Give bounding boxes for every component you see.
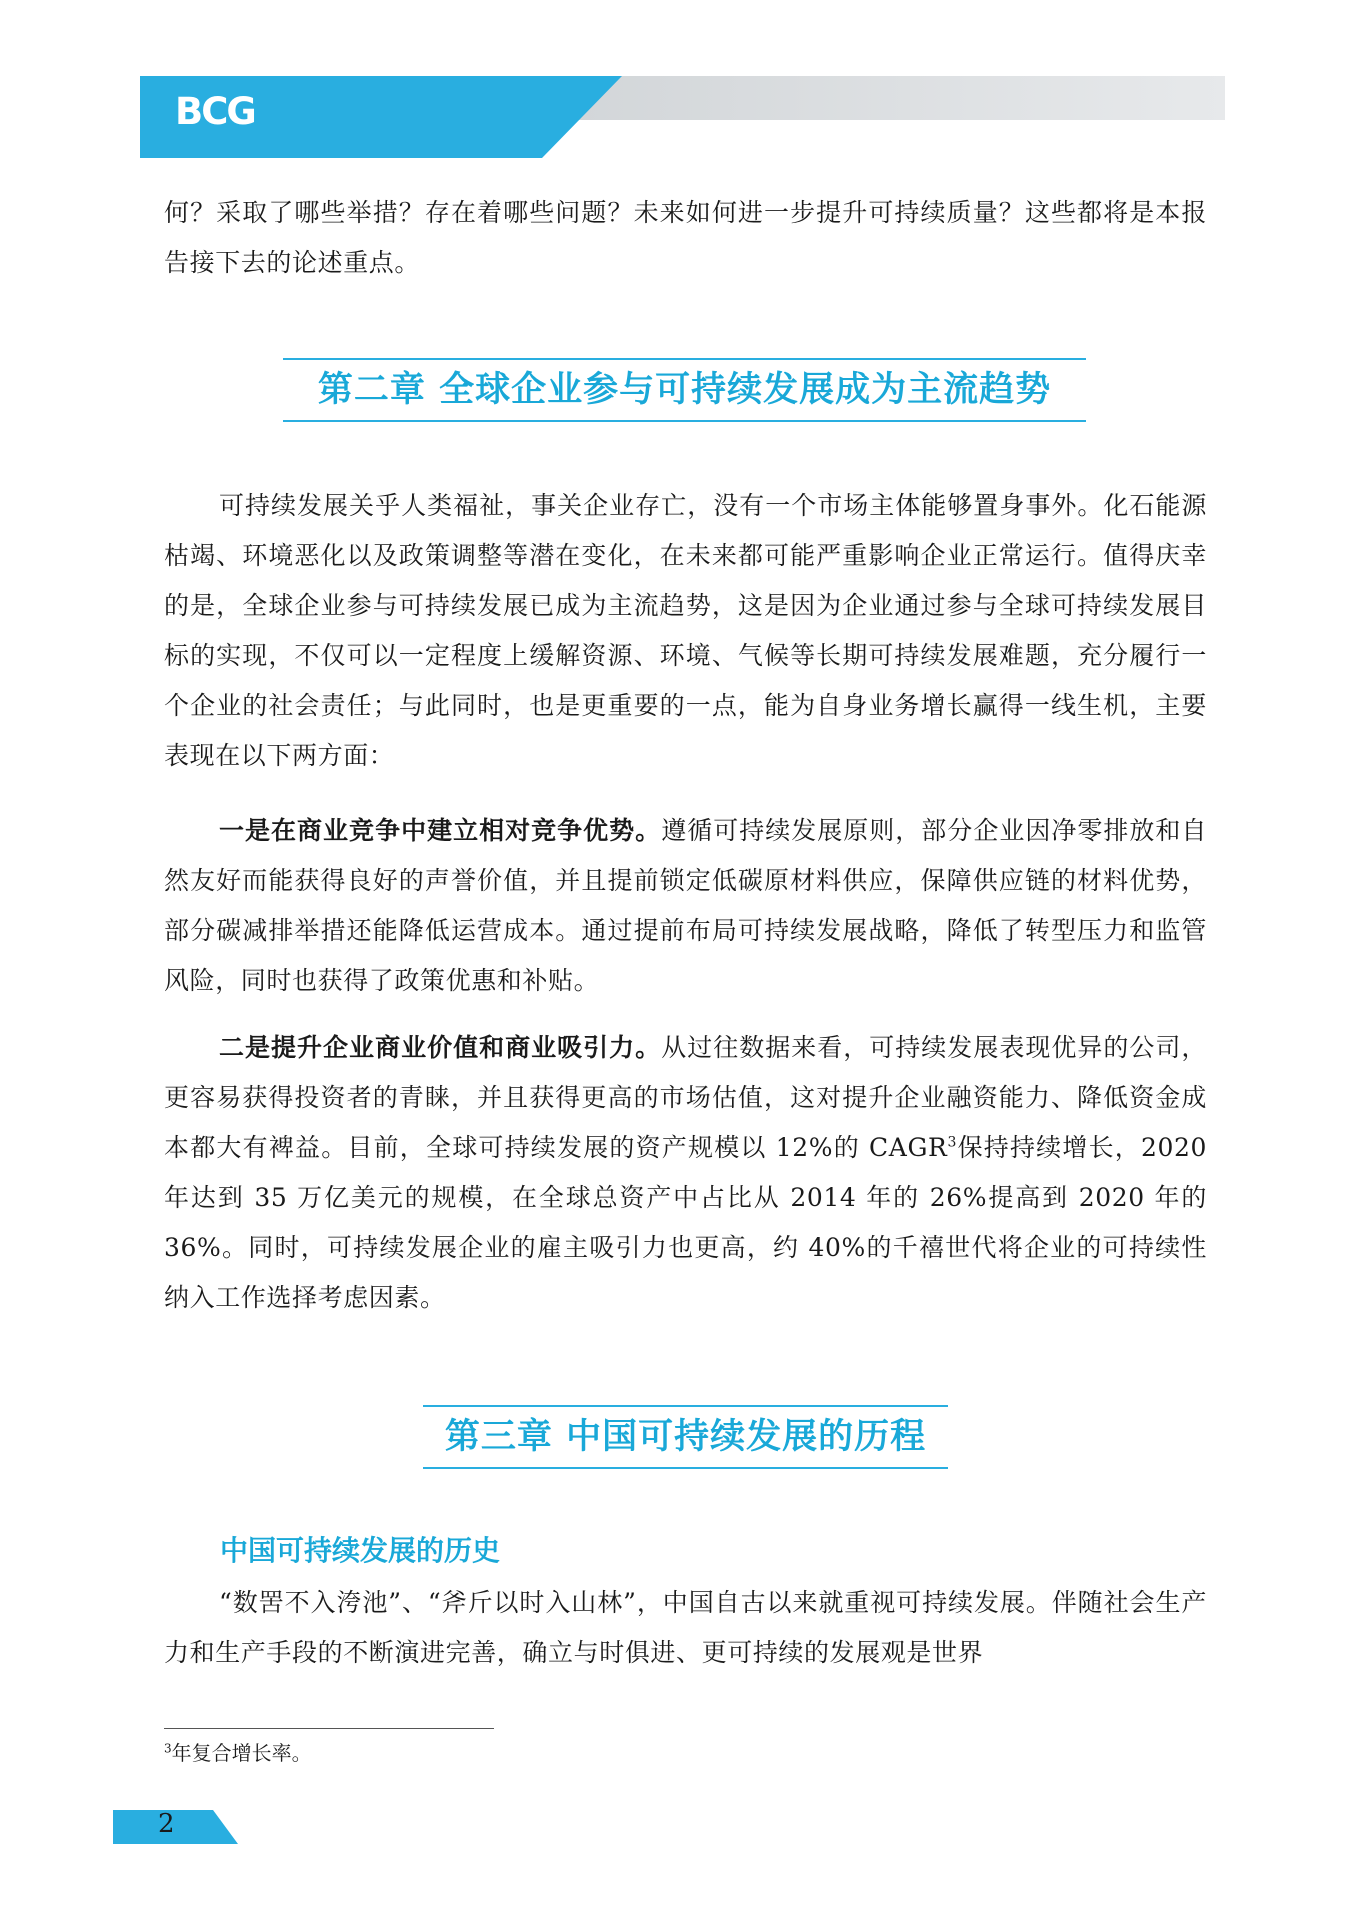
- footnote-text: 年复合增长率。: [171, 1741, 312, 1765]
- bcg-logo: BCG: [175, 90, 255, 133]
- chapter-2-paragraph-3-body-b: 保持持续增长，2020 年达到 35 万亿美元的规模，在全球总资产中占比从 2014 年的 26%提高到 2020 年的 36%。同时，可持续发展企业的雇主吸引力也更高，约 40%的千禧世代将企业的可持续性纳入工作选择考虑因素。: [164, 1133, 1207, 1312]
- chapter-2-paragraph-2-body: 遵循可持续发展原则，部分企业因净零排放和自然友好而能获得良好的声誉价值，并且提前锁定低碳原材料供应，保障供应链的材料优势，部分碳减排举措还能降低运营成本。通过提前布局可持续发展战略，降低了转型压力和监管风险，同时也获得了政策优惠和补贴。: [164, 816, 1207, 995]
- intro-paragraph: 何？采取了哪些举措？存在着哪些问题？未来如何进一步提升可持续质量？这些都将是本报告接下去的论述重点。: [164, 198, 1207, 277]
- header-band: [140, 76, 1225, 158]
- page-number: 2: [158, 1809, 175, 1839]
- chapter-2-heading: 第二章 全球企业参与可持续发展成为主流趋势: [283, 358, 1086, 422]
- chapter-2-paragraph-3-lead: 二是提升企业商业价值和商业吸引力。: [219, 1033, 662, 1062]
- chapter-2-paragraph-3: [164, 1023, 1207, 1323]
- chapter-2-paragraph-2-lead: 一是在商业竞争中建立相对竞争优势。: [219, 816, 662, 845]
- chapter-2-paragraph-3-body-a: 从过往数据来看，可持续发展表现优异的公司，更容易获得投资者的青睐，并且获得更高的市场估值，这对提升企业融资能力、降低资金成本都大有裨益。目前，全球可持续发展的资产规模以 12%的 CAGR: [164, 1033, 1207, 1162]
- footnote-reference[interactable]: 3: [947, 1134, 957, 1151]
- section-title-history: 中国可持续发展的历史: [220, 1534, 501, 1567]
- page-number-tab: [113, 1810, 238, 1844]
- chapter-3-heading: 第三章 中国可持续发展的历程: [423, 1405, 948, 1469]
- chapter-2-paragraph-2: [164, 806, 1207, 1006]
- footnote-divider: [164, 1728, 494, 1729]
- chapter-2-paragraph-1: 可持续发展关乎人类福祉，事关企业存亡，没有一个市场主体能够置身事外。化石能源枯竭、环境恶化以及政策调整等潜在变化，在未来都可能严重影响企业正常运行。值得庆幸的是，全球企业参与可持续发展已成为主流趋势，这是因为企业通过参与全球可持续发展目标的实现，不仅可以一定程度上缓解资源、环境、气候等长期可持续发展难题，充分履行一个企业的社会责任；与此同时，也是更重要的一点，能为自身业务增长赢得一线生机，主要表现在以下两方面：: [164, 491, 1207, 770]
- footnote-marker: 3: [164, 1741, 172, 1756]
- footnote: [164, 1737, 312, 1766]
- chapter-3-paragraph-1: “数罟不入洿池”、“斧斤以时入山林”，中国自古以来就重视可持续发展。伴随社会生产力和生产手段的不断演进完善，确立与时俱进、更可持续的发展观是世界: [164, 1588, 1207, 1667]
